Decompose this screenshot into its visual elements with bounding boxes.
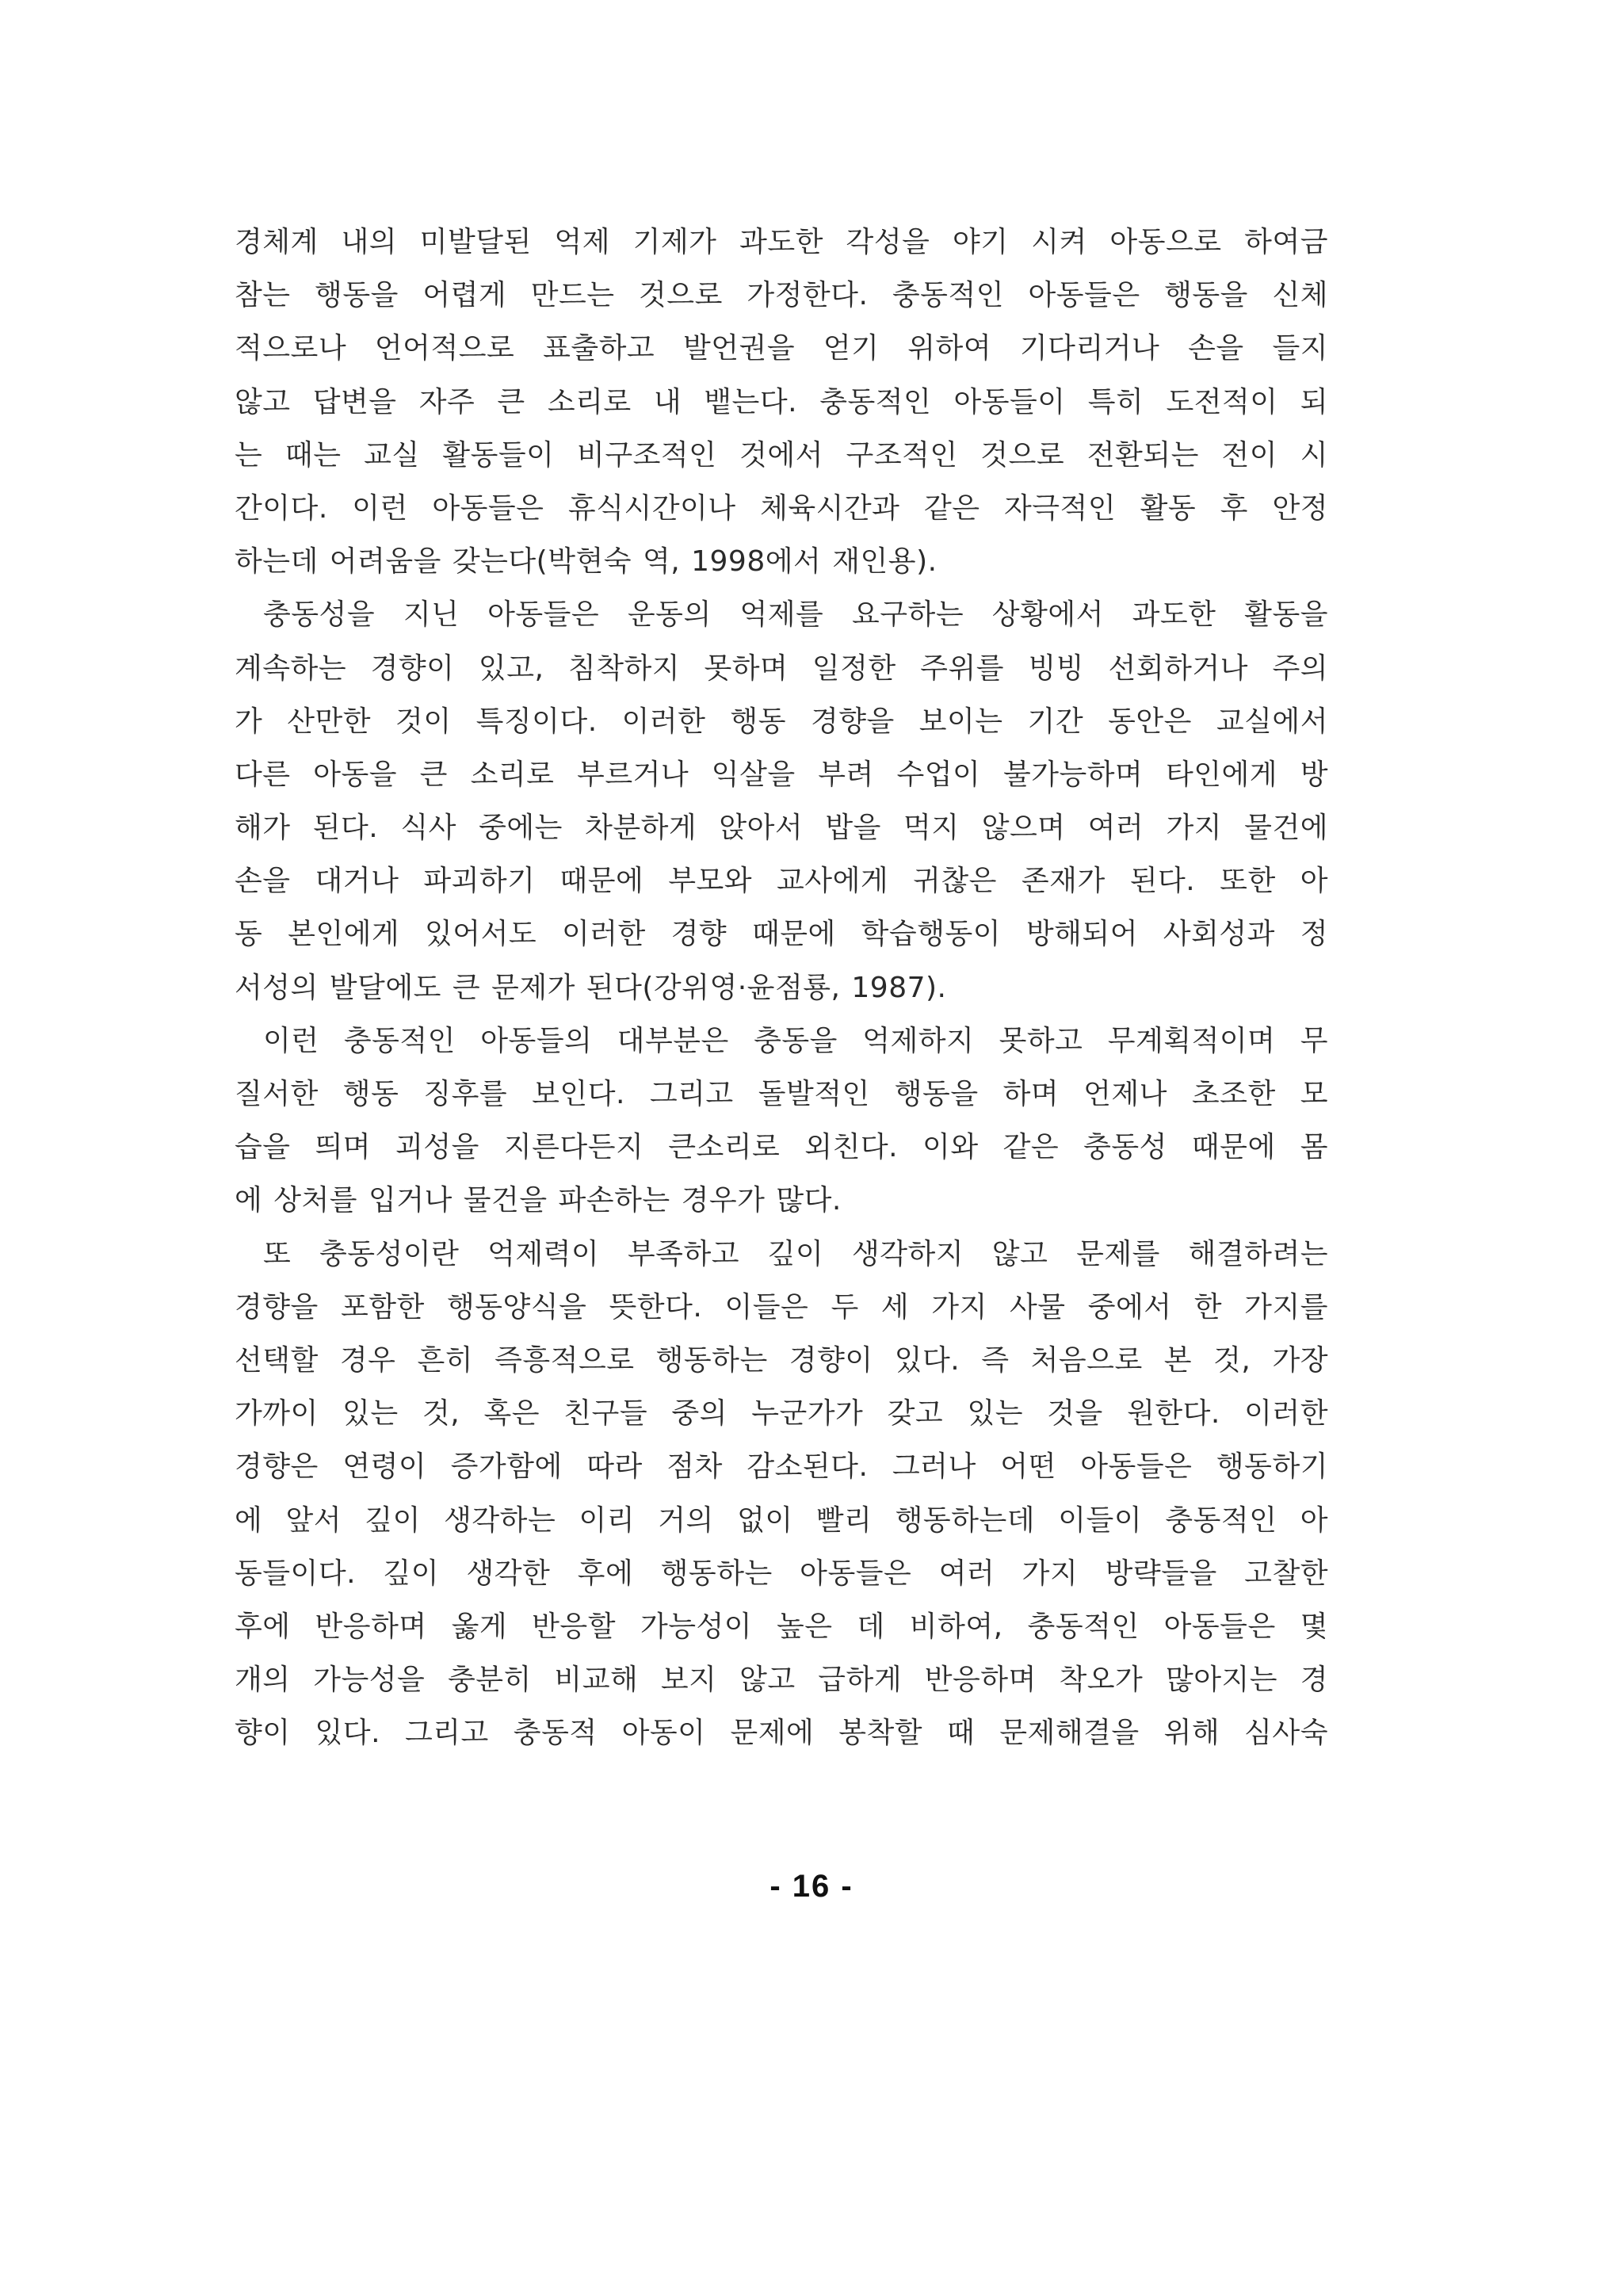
text-line: 경향을 포함한 행동양식을 뜻한다. 이들은 두 세 가지 사물 중에서 한 가지를	[235, 1290, 1328, 1324]
text-line: 는 때는 교실 활동들이 비구조적인 것에서 구조적인 것으로 전환되는 전이 시	[235, 438, 1328, 472]
text-line: 가 산만한 것이 특징이다. 이러한 행동 경향을 보이는 기간 동안은 교실에서	[235, 705, 1328, 738]
text-line: 선택할 경우 흔히 즉흥적으로 행동하는 경향이 있다. 즉 처음으로 본 것, 가장	[235, 1343, 1328, 1377]
text-line: 적으로나 언어적으로 표출하고 발언권을 얻기 위하여 기다리거나 손을 들지	[235, 332, 1328, 365]
text-line: 또 충동성이란 억제력이 부족하고 깊이 생각하지 않고 문제를 해결하려는	[263, 1237, 1328, 1270]
text-line: 동 본인에게 있어서도 이러한 경향 때문에 학습행동이 방해되어 사회성과 정	[235, 918, 1328, 951]
text-line: 에 앞서 깊이 생각하는 이리 거의 없이 빨리 행동하는데 이들이 충동적인 아	[235, 1503, 1328, 1537]
body-text	[235, 216, 1328, 1759]
text-line: 계속하는 경향이 있고, 침착하지 못하며 일정한 주위를 빙빙 선회하거나 주의	[235, 651, 1328, 685]
text-line: 않고 답변을 자주 큰 소리로 내 뱉는다. 충동적인 아동들이 특히 도전적이 되	[235, 385, 1328, 418]
text-line: 이런 충동적인 아동들의 대부분은 충동을 억제하지 못하고 무계획적이며 무	[263, 1024, 1328, 1057]
text-line: 질서한 행동 징후를 보인다. 그리고 돌발적인 행동을 하며 언제나 초조한 모	[235, 1078, 1328, 1110]
page-number: - 16 -	[769, 1869, 854, 1904]
text-line: 참는 행동을 어렵게 만드는 것으로 가정한다. 충동적인 아동들은 행동을 신체	[235, 279, 1328, 312]
text-line: 후에 반응하며 옳게 반응할 가능성이 높은 데 비하여, 충동적인 아동들은 몇	[235, 1610, 1328, 1643]
text-line: 하는데 어려움을 갖는다(박현숙 역, 1998에서 재인용).	[235, 545, 938, 579]
text-line: 에 상처를 입거나 물건을 파손하는 경우가 많다.	[235, 1184, 842, 1217]
text-line: 향이 있다. 그리고 충동적 아동이 문제에 봉착할 때 문제해결을 위해 심사숙	[235, 1717, 1328, 1750]
text-line: 서성의 발달에도 큰 문제가 된다(강위영·윤점룡, 1987).	[235, 971, 947, 1004]
text-line: 간이다. 이런 아동들은 휴식시간이나 체육시간과 같은 자극적인 활동 후 안정	[235, 491, 1328, 525]
text-line: 동들이다. 깊이 생각한 후에 행동하는 아동들은 여러 가지 방략들을 고찰한	[235, 1557, 1328, 1590]
text-line: 개의 가능성을 충분히 비교해 보지 않고 급하게 반응하며 착오가 많아지는 경	[235, 1664, 1328, 1697]
text-line: 충동성을 지닌 아동들은 운동의 억제를 요구하는 상황에서 과도한 활동을	[263, 598, 1328, 632]
text-line: 손을 대거나 파괴하기 때문에 부모와 교사에게 귀찮은 존재가 된다. 또한 아	[235, 865, 1328, 898]
text-line: 해가 된다. 식사 중에는 차분하게 앉아서 밥을 먹지 않으며 여러 가지 물건에	[235, 812, 1328, 845]
text-line: 경향은 연령이 증가함에 따라 점차 감소된다. 그러나 어떤 아동들은 행동하기	[235, 1450, 1328, 1484]
text-line: 경체계 내의 미발달된 억제 기제가 과도한 각성을 야기 시켜 아동으로 하여금	[235, 226, 1328, 258]
text-line: 다른 아동을 큰 소리로 부르거나 익살을 부려 수업이 불가능하며 타인에게 방	[235, 758, 1328, 791]
text-line: 습을 띄며 괴성을 지른다든지 큰소리로 외친다. 이와 같은 충동성 때문에 몸	[235, 1131, 1328, 1164]
text-line: 가까이 있는 것, 혹은 친구들 중의 누군가가 갖고 있는 것을 원한다. 이러한	[235, 1397, 1328, 1431]
